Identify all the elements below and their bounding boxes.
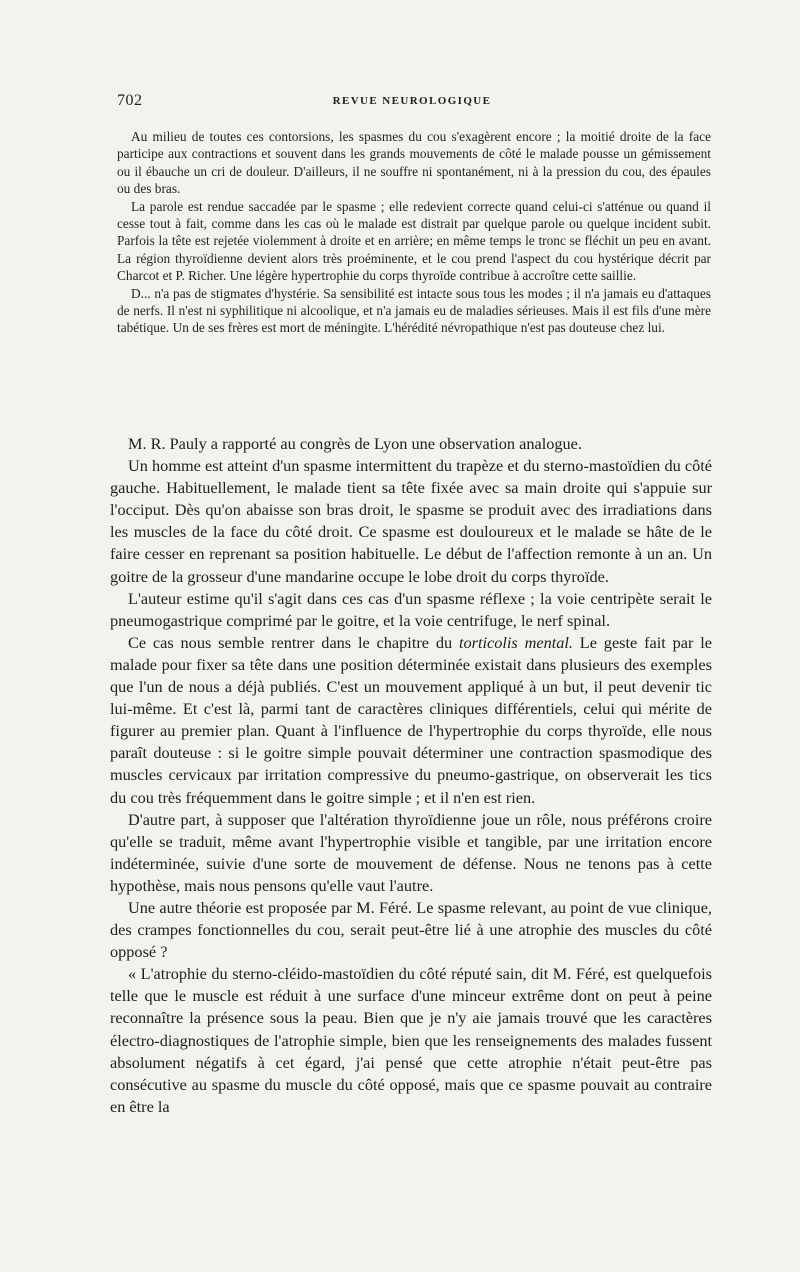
discussion-text bbox=[110, 433, 712, 1118]
discussion-paragraph-1: M. R. Pauly a rapporté au congrès de Lyon une observation analogue. bbox=[128, 434, 582, 453]
torticolis-mental-term: torticolis mental. bbox=[458, 632, 573, 652]
discussion-paragraph-2: Un homme est atteint d'un spasme intermittent du trapèze et du sterno-mastoïdien du côté gauche. Habituellement, le malade tient sa tête fixée avec sa main droite qui s'appuie sur l'occiput. Dès qu'on abaisse son bras droit, le spasme se produit avec des irradiations dans les muscles de la face du côté droit. Ce spasme est douloureux et le malade se hâte de le faire cesser en reprenant sa position habituelle. Le début de l'affection remonte à un an. Un goitre de la grosseur d'une mandarine occupe le lobe droit du corps thyroïde. bbox=[110, 456, 712, 586]
p4-text-after: Le geste fait par le malade pour fixer sa tête dans une position déterminée existait dans plusieurs des exemples que l'un de nous a déjà publiés. C'est un mouvement appliqué à un but, il peut devenir tic lui-même. Et c'est là, parmi tant de caractères cliniques différentiels, celui qui mérite de figurer au premier plan. Quant à l'influence de l'hypertrophie du corps thyroïde, elle nous paraît douteuse : si le goitre simple pouvait déterminer une contraction spasmodique des muscles cervicaux par irritation compressive du pneumo-gastrique, on observerait les tics du cou très fréquemment dans le goitre simple ; et il n'en est rien. bbox=[110, 632, 712, 807]
observation-paragraph-3: D... n'a pas de stigmates d'hystérie. Sa sensibilité est intacte sous tous les modes ; il n'a jamais eu d'attaques de nerfs. Il n'est ni syphilitique ni alcoolique, et n'a jamais eu de maladies sérieuses. Mais il est fils d'une mère tabétique. Un de ses frères est mort de méningite. L'hérédité névropathique n'est pas douteuse chez lui. bbox=[117, 285, 711, 336]
discussion-paragraph-7: « L'atrophie du sterno-cléido-mastoïdien du côté réputé sain, dit M. Féré, est quelquefois telle que le muscle est réduit à une surface d'une minceur extrême dont on peut à peine reconnaître la présence sous la peau. Bien que je n'y aie jamais trouvé que les caractères électro-diagnostiques de l'atrophie simple, bien que les renseignements des malades fussent absolument négatifs à cet égard, j'ai pensé que cette atrophie n'était peut-être pas consécutive au spasme du muscle du côté opposé, mais que ce spasme pouvait au contraire en être la bbox=[110, 964, 712, 1116]
observation-text bbox=[117, 128, 711, 337]
discussion-paragraph-5: D'autre part, à supposer que l'altération thyroïdienne joue un rôle, nous préférons croire qu'elle se traduit, même avant l'hypertrophie visible et tangible, par une irritation encore indéterminée, suivie d'une sorte de mouvement de défense. Nous ne tenons pas à cette hypothèse, mais nous pensons qu'elle vaut l'autre. bbox=[110, 809, 712, 895]
page-header bbox=[117, 92, 707, 114]
page-number: 702 bbox=[117, 92, 143, 109]
discussion-paragraph-6: Une autre théorie est proposée par M. Féré. Le spasme relevant, au point de vue clinique, des crampes fonctionnelles du cou, serait peut-être lié à une atrophie des muscles du côté opposé ? bbox=[110, 897, 712, 962]
running-title: REVUE NEUROLOGIQUE bbox=[332, 95, 492, 107]
p4-text-before: Ce cas nous semble rentrer dans le chapitre du bbox=[128, 632, 459, 652]
discussion-paragraph-3: L'auteur estime qu'il s'agit dans ces cas d'un spasme réflexe ; la voie centripète serait le pneumogastrique comprimé par le goitre, et la voie centrifuge, le nerf spinal. bbox=[110, 588, 712, 630]
observation-paragraph-1: Au milieu de toutes ces contorsions, les spasmes du cou s'exagèrent encore ; la moitié droite de la face participe aux contractions et souvent dans les grands mouvements de côté le malade pousse un gémissement ou il ébauche un cri de douleur. D'ailleurs, il ne souffre ni spontanément, ni à la pression du cou, des épaules ou des bras. bbox=[117, 129, 711, 197]
discussion-paragraph-4 bbox=[110, 632, 712, 809]
observation-paragraph-2: La parole est rendue saccadée par le spasme ; elle redevient correcte quand celui-ci s'atténue ou quand il cesse tout à fait, comme dans les cas où le malade est distrait par quelque parole ou quelque incident subit. Parfois la tête est rejetée violemment à droite et en arrière; en même temps le tronc se fléchit un peu en avant. La région thyroïdienne devient alors très proéminente, et le cou prend l'aspect du cou hystérique décrit par Charcot et P. Richer. Une légère hypertrophie du corps thyroïde contribue à accroître cette saillie. bbox=[117, 198, 711, 284]
